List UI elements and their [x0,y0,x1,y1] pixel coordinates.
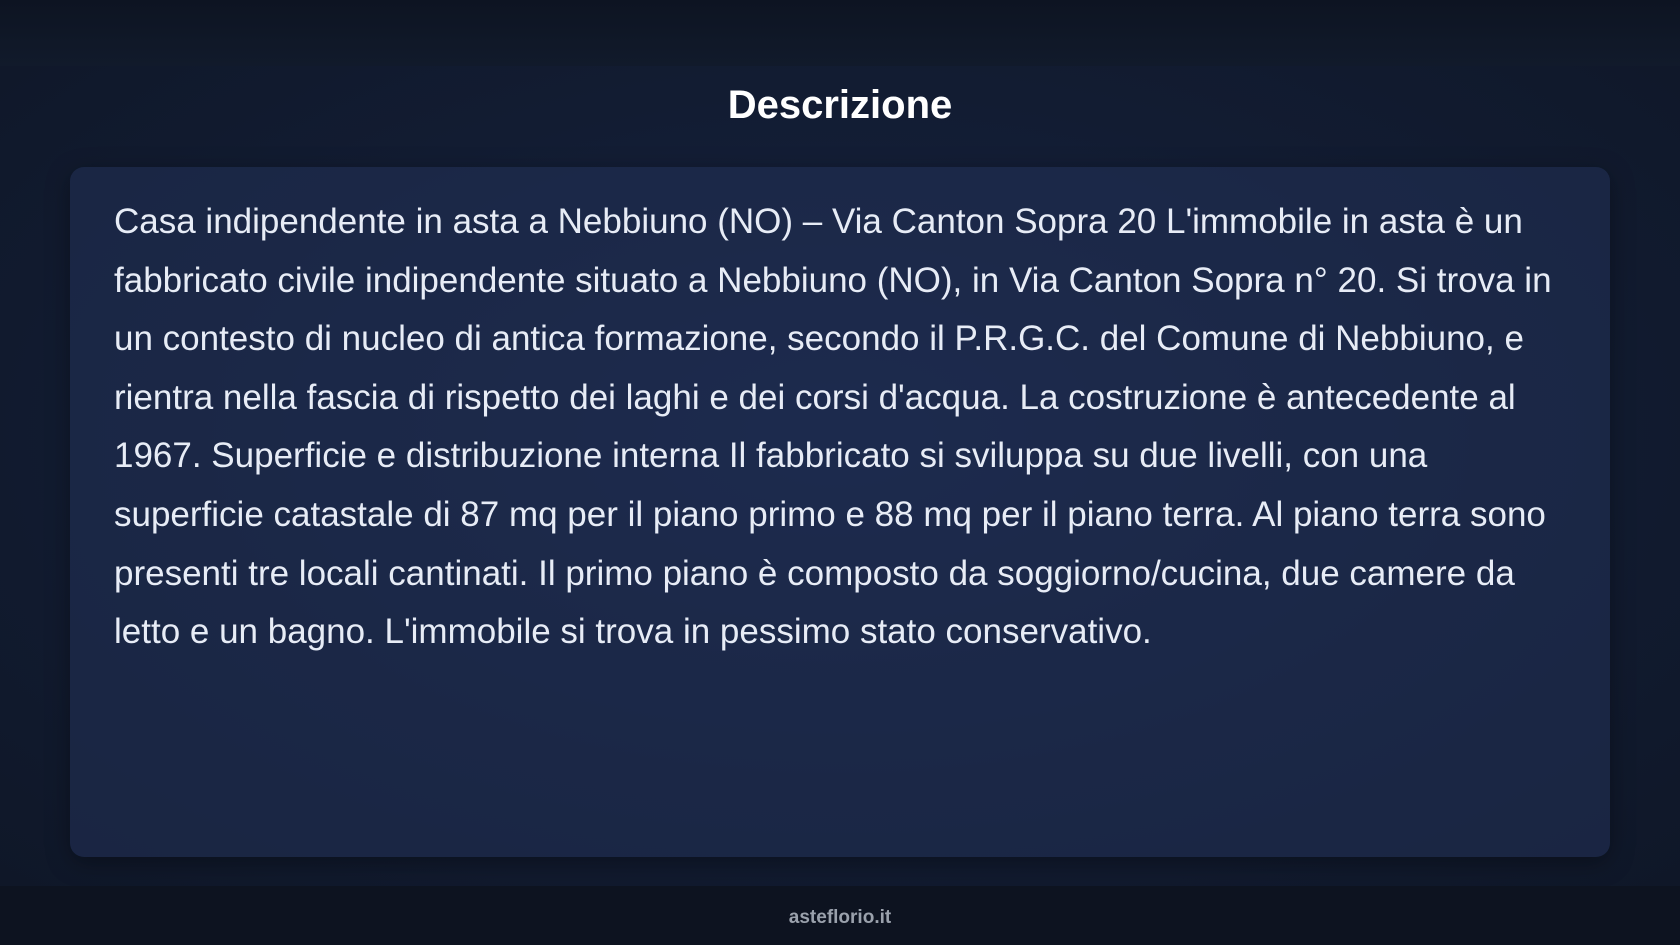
description-card [70,167,1610,857]
top-band [0,0,1680,66]
footer-site-label: asteflorio.it [788,907,892,928]
description-text: Casa indipendente in asta a Nebbiuno (NO) – Via Canton Sopra 20 L'immobile in asta è un fabbricato civile indipendente situato a Nebbiuno (NO), in Via Canton Sopra n° 20. Si trova in un contesto di nucleo di antica formazione, secondo il P.R.G.C. del Comune di Nebbiuno, e rientra nella fascia di rispetto dei laghi e dei corsi d'acqua. La costruzione è antecedente al 1967. Superficie e distribuzione interna Il fabbricato si sviluppa su due livelli, con una superficie catastale di 87 mq per il piano primo e 88 mq per il piano terra. Al piano terra sono presenti tre locali cantinati. Il primo piano è composto da soggiorno/cucina, due camere da letto e un bagno. L'immobile si trova in pessimo stato conservativo. [114,202,1552,652]
page-title: Descrizione [727,83,953,127]
footer [0,886,1680,945]
